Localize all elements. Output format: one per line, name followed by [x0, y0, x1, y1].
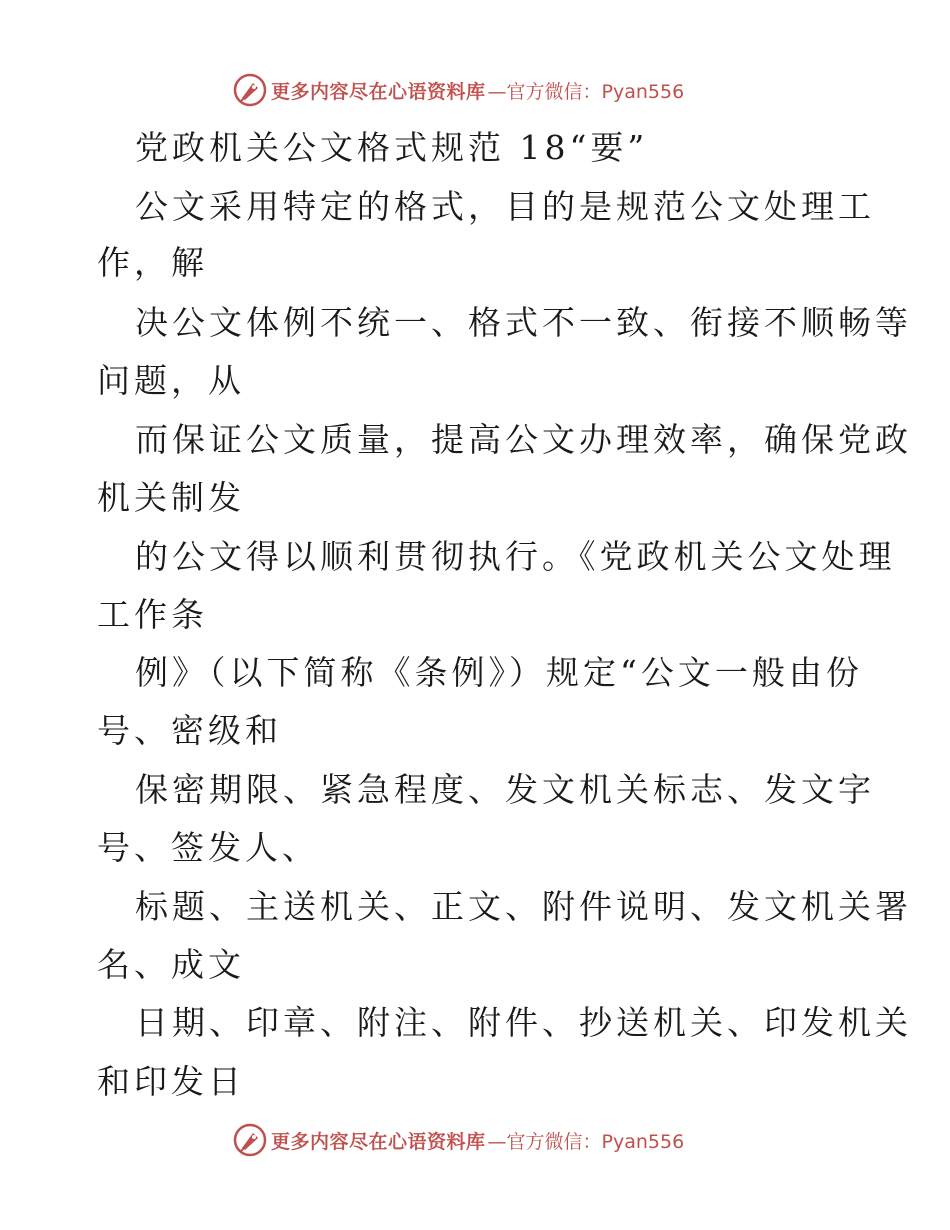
paragraph-line: 号、密级和 [97, 711, 282, 750]
pen-nib-logo-icon [233, 73, 267, 107]
paragraph-line: 号、签发人、 [97, 828, 319, 867]
paragraph-line: 决公文体例不统一、格式不一致、衔接不顺畅等 [135, 303, 912, 342]
paragraph-line: 标题、主送机关、正文、附件说明、发文机关署 [135, 887, 912, 926]
watermark-brand-text: 更多内容尽在心语资料库 [271, 80, 486, 103]
paragraph-line: 公文采用特定的格式，目的是规范公文处理工 [135, 187, 875, 226]
paragraph-line: 问题，从 [97, 361, 245, 400]
pen-nib-logo-icon [233, 1123, 267, 1157]
paragraph-line: 和印发日 [97, 1062, 245, 1101]
paragraph-line: 作，解 [97, 243, 208, 282]
paragraph-line: 工作条 [97, 595, 208, 634]
paragraph-line: 而保证公文质量，提高公文办理效率，确保党政 [135, 420, 912, 459]
paragraph-line: 日期、印章、附注、附件、抄送机关、印发机关 [135, 1003, 912, 1042]
watermark-brand-text: 更多内容尽在心语资料库 [271, 1130, 486, 1153]
paragraph-line: 机关制发 [97, 478, 245, 517]
watermark-wechat-text: —官方微信：Pyan556 [487, 1130, 685, 1153]
paragraph-line: 例》（以下简称《条例》）规定“公文一般由份 [135, 653, 863, 692]
paragraph-line: 名、成文 [97, 945, 245, 984]
watermark-wechat-text: —官方微信：Pyan556 [487, 80, 685, 103]
header-watermark [233, 70, 713, 110]
paragraph-line: 保密期限、紧急程度、发文机关标志、发文字 [135, 770, 875, 809]
footer-watermark [233, 1120, 713, 1160]
document-title: 党政机关公文格式规范 18“要” [135, 128, 649, 167]
paragraph-line: 的公文得以顺利贯彻执行。《党政机关公文处理 [135, 537, 896, 576]
